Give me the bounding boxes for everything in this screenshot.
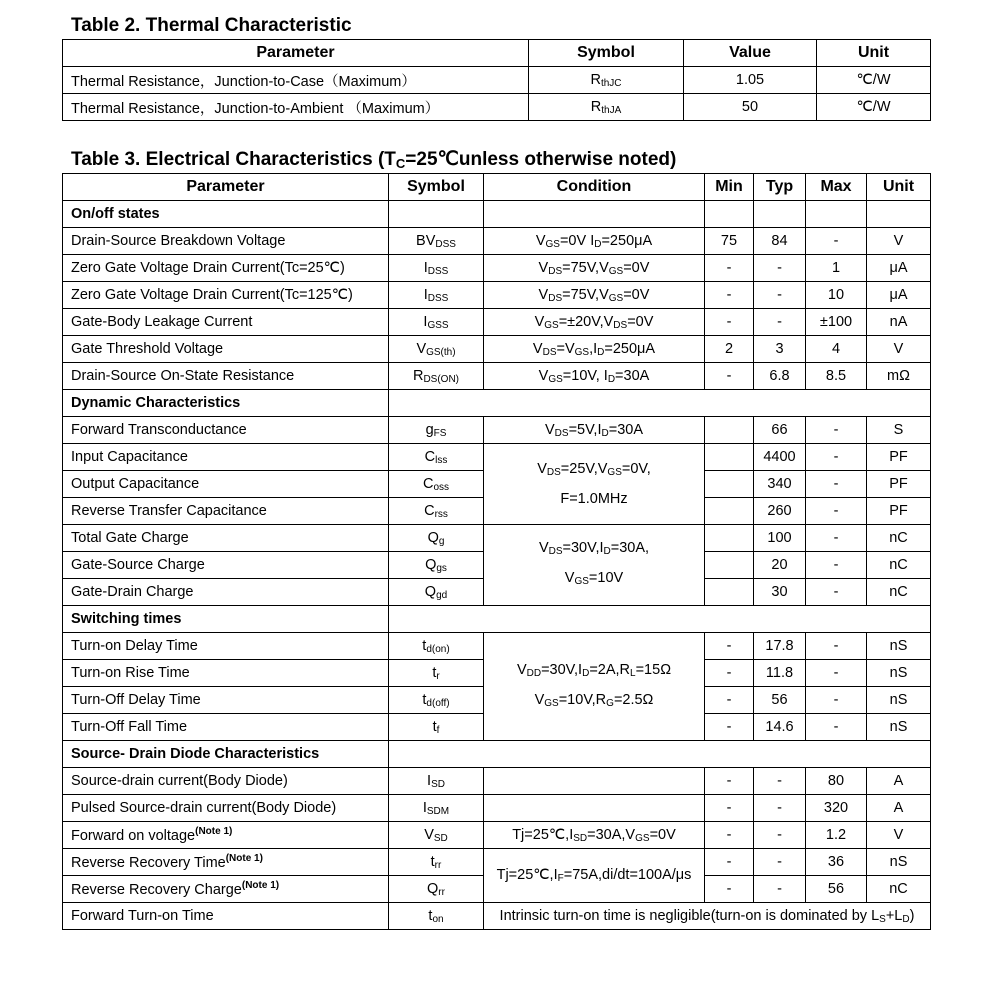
max-cell: 36 — [806, 849, 867, 876]
min-cell — [705, 417, 754, 444]
symbol-cell: $V_{GS(th)}$ — [389, 336, 484, 363]
max-cell: - — [806, 714, 867, 741]
typ-cell: - — [754, 768, 806, 795]
condition-cell: $V_{DS}=5V,I_D=30A$ — [484, 417, 705, 444]
table-header-row — [63, 40, 931, 67]
max-cell: 1.2 — [806, 822, 867, 849]
value-cell: 1.05 — [684, 67, 817, 94]
param-cell: Total Gate Charge — [63, 525, 389, 552]
param-cell: Source-drain current(Body Diode) — [63, 768, 389, 795]
unit-cell: PF — [867, 498, 931, 525]
unit-cell: S — [867, 417, 931, 444]
unit-cell: A — [867, 795, 931, 822]
electrical-table — [62, 173, 931, 930]
min-cell: 2 — [705, 336, 754, 363]
typ-cell: - — [754, 255, 806, 282]
section-row — [63, 390, 931, 417]
col-header-symbol: Symbol — [389, 174, 484, 201]
typ-cell: 30 — [754, 579, 806, 606]
max-cell: - — [806, 525, 867, 552]
symbol-cell: $Q_g$ — [389, 525, 484, 552]
typ-cell: 4400 — [754, 444, 806, 471]
unit-cell: nS — [867, 633, 931, 660]
condition-cell: $V_{DD}=30V,I_D=2A,R_L=15\Omega$ $V_{GS}=10V,R_G=2.5\Omega$ — [484, 633, 705, 741]
min-cell: - — [705, 876, 754, 903]
param-cell: Turn-Off Delay Time — [63, 687, 389, 714]
col-header-parameter: Parameter — [63, 174, 389, 201]
typ-cell: - — [754, 795, 806, 822]
unit-cell: nC — [867, 579, 931, 606]
table-row — [63, 67, 931, 94]
table-row — [63, 633, 931, 660]
section-title-dynamic: Dynamic Characteristics — [63, 390, 389, 417]
section-row — [63, 741, 931, 768]
section-title-switching: Switching times — [63, 606, 389, 633]
param-cell: Drain-Source On-State Resistance — [63, 363, 389, 390]
table-row — [63, 255, 931, 282]
condition-cell: $V_{DS}=75V,V_{GS}=0V$ — [484, 282, 705, 309]
unit-cell: nS — [867, 714, 931, 741]
min-cell: - — [705, 309, 754, 336]
col-header-parameter: Parameter — [63, 40, 529, 67]
max-cell: - — [806, 498, 867, 525]
col-header-condition: Condition — [484, 174, 705, 201]
symbol-cell: $I_{DSS}$ — [389, 282, 484, 309]
table-row — [63, 363, 931, 390]
min-cell — [705, 444, 754, 471]
symbol-cell: $I_{DSS}$ — [389, 255, 484, 282]
symbol-cell: $t_f$ — [389, 714, 484, 741]
param-cell: Turn-on Delay Time — [63, 633, 389, 660]
symbol-cell: $C_{lss}$ — [389, 444, 484, 471]
max-cell: 8.5 — [806, 363, 867, 390]
typ-cell: 11.8 — [754, 660, 806, 687]
param-cell: Reverse Recovery Time$^{(Note 1)}$ — [63, 849, 389, 876]
typ-cell: 56 — [754, 687, 806, 714]
symbol-cell: $Q_{rr}$ — [389, 876, 484, 903]
table-row — [63, 336, 931, 363]
symbol-cell: $Q_{gs}$ — [389, 552, 484, 579]
typ-cell: 100 — [754, 525, 806, 552]
param-cell: Gate-Drain Charge — [63, 579, 389, 606]
max-cell: - — [806, 579, 867, 606]
param-cell: Drain-Source Breakdown Voltage — [63, 228, 389, 255]
table-row — [63, 822, 931, 849]
col-header-unit: Unit — [817, 40, 931, 67]
section-title-onoff: On/off states — [63, 201, 389, 228]
unit-cell: ℃/W — [817, 67, 931, 94]
symbol-cell: $t_{d(on)}$ — [389, 633, 484, 660]
max-cell: 10 — [806, 282, 867, 309]
thermal-table — [62, 39, 931, 121]
symbol-cell: $Q_{gd}$ — [389, 579, 484, 606]
typ-cell: - — [754, 822, 806, 849]
col-header-min: Min — [705, 174, 754, 201]
symbol-cell: $C_{oss}$ — [389, 471, 484, 498]
section-title-diode: Source- Drain Diode Characteristics — [63, 741, 389, 768]
table-row — [63, 444, 931, 471]
max-cell: - — [806, 444, 867, 471]
table-row — [63, 94, 931, 121]
condition-cell: $V_{GS}=0V$ $I_D=250\mu A$ — [484, 228, 705, 255]
condition-cell: $V_{DS}=V_{GS},I_D=250\mu A$ — [484, 336, 705, 363]
unit-cell: nS — [867, 687, 931, 714]
condition-cell: $Tj=25℃,I_{SD}=30A,V_{GS}=0V$ — [484, 822, 705, 849]
value-cell: 50 — [684, 94, 817, 121]
typ-cell: 6.8 — [754, 363, 806, 390]
param-cell: Reverse Transfer Capacitance — [63, 498, 389, 525]
typ-cell: 17.8 — [754, 633, 806, 660]
min-cell: 75 — [705, 228, 754, 255]
unit-cell: μA — [867, 255, 931, 282]
min-cell — [705, 471, 754, 498]
col-header-unit: Unit — [867, 174, 931, 201]
unit-cell: nC — [867, 525, 931, 552]
min-cell: - — [705, 768, 754, 795]
param-cell: Pulsed Source-drain current(Body Diode) — [63, 795, 389, 822]
typ-cell: - — [754, 309, 806, 336]
min-cell — [705, 525, 754, 552]
symbol-cell: $C_{rss}$ — [389, 498, 484, 525]
table-row — [63, 795, 931, 822]
symbol-cell: $V_{SD}$ — [389, 822, 484, 849]
param-cell: Gate Threshold Voltage — [63, 336, 389, 363]
param-cell: Forward Turn-on Time — [63, 903, 389, 930]
symbol-cell: $I_{GSS}$ — [389, 309, 484, 336]
typ-cell: - — [754, 282, 806, 309]
symbol-cell: $R_{thJC}$ — [529, 67, 684, 94]
max-cell: - — [806, 633, 867, 660]
table-row — [63, 228, 931, 255]
condition-cell — [484, 795, 705, 822]
symbol-cell: $I_{SDM}$ — [389, 795, 484, 822]
typ-cell: 84 — [754, 228, 806, 255]
unit-cell: ℃/W — [817, 94, 931, 121]
min-cell: - — [705, 687, 754, 714]
param-cell: Turn-Off Fall Time — [63, 714, 389, 741]
min-cell: - — [705, 363, 754, 390]
col-header-max: Max — [806, 174, 867, 201]
param-cell: Forward Transconductance — [63, 417, 389, 444]
param-cell: Reverse Recovery Charge$^{(Note 1)}$ — [63, 876, 389, 903]
condition-cell: $V_{DS}=25V,V_{GS}=0V$, F=1.0MHz — [484, 444, 705, 525]
symbol-cell: $t_{on}$ — [389, 903, 484, 930]
param-cell: Gate-Body Leakage Current — [63, 309, 389, 336]
condition-cell: $V_{DS}=30V,I_D=30A$, $V_{GS}=10V$ — [484, 525, 705, 606]
col-header-symbol: Symbol — [529, 40, 684, 67]
unit-cell: μA — [867, 282, 931, 309]
table-row — [63, 903, 931, 930]
table2-title: Table 2. Thermal Characteristic — [71, 15, 352, 36]
col-header-typ: Typ — [754, 174, 806, 201]
max-cell: - — [806, 687, 867, 714]
typ-cell: - — [754, 849, 806, 876]
min-cell — [705, 579, 754, 606]
unit-cell: nC — [867, 876, 931, 903]
unit-cell: nA — [867, 309, 931, 336]
max-cell: - — [806, 471, 867, 498]
param-cell: Thermal Resistance，Junction-to-Case（Maximum） — [63, 67, 529, 94]
min-cell — [705, 498, 754, 525]
table-row — [63, 525, 931, 552]
table-row — [63, 282, 931, 309]
unit-cell: V — [867, 822, 931, 849]
max-cell: 80 — [806, 768, 867, 795]
symbol-cell: $t_r$ — [389, 660, 484, 687]
param-cell: Turn-on Rise Time — [63, 660, 389, 687]
condition-cell — [484, 768, 705, 795]
min-cell — [705, 552, 754, 579]
min-cell: - — [705, 849, 754, 876]
typ-cell: 20 — [754, 552, 806, 579]
max-cell: - — [806, 228, 867, 255]
min-cell: - — [705, 714, 754, 741]
condition-cell: $V_{GS}=\pm 20V,V_{DS}=0V$ — [484, 309, 705, 336]
table-header-row — [63, 174, 931, 201]
max-cell: 4 — [806, 336, 867, 363]
unit-cell: mΩ — [867, 363, 931, 390]
max-cell: ±100 — [806, 309, 867, 336]
param-cell: Input Capacitance — [63, 444, 389, 471]
table-row — [63, 417, 931, 444]
param-cell: Zero Gate Voltage Drain Current(Tc=25℃) — [63, 255, 389, 282]
condition-cell: $Tj=25℃,I_F=75A,di/dt=100A/\mu s$ — [484, 849, 705, 903]
min-cell: - — [705, 795, 754, 822]
max-cell: - — [806, 660, 867, 687]
param-cell: Forward on voltage$^{(Note 1)}$ — [63, 822, 389, 849]
typ-cell: 3 — [754, 336, 806, 363]
max-cell: - — [806, 417, 867, 444]
typ-cell: - — [754, 876, 806, 903]
param-cell: Output Capacitance — [63, 471, 389, 498]
param-cell: Gate-Source Charge — [63, 552, 389, 579]
condition-cell: $V_{DS}=75V,V_{GS}=0V$ — [484, 255, 705, 282]
max-cell: - — [806, 552, 867, 579]
typ-cell: 66 — [754, 417, 806, 444]
param-cell: Thermal Resistance，Junction-to-Ambient （Maximum） — [63, 94, 529, 121]
typ-cell: 260 — [754, 498, 806, 525]
min-cell: - — [705, 282, 754, 309]
max-cell: 320 — [806, 795, 867, 822]
min-cell: - — [705, 633, 754, 660]
section-row — [63, 201, 931, 228]
condition-cell: $V_{GS}=10V$, $I_D=30A$ — [484, 363, 705, 390]
table-row — [63, 849, 931, 876]
unit-cell: A — [867, 768, 931, 795]
unit-cell: nS — [867, 660, 931, 687]
max-cell: 56 — [806, 876, 867, 903]
table3-title: Table 3. Electrical Characteristics ($T_C=25℃unless$ otherwise noted) — [71, 149, 677, 171]
symbol-cell: $g_{FS}$ — [389, 417, 484, 444]
typ-cell: 14.6 — [754, 714, 806, 741]
max-cell: 1 — [806, 255, 867, 282]
col-header-value: Value — [684, 40, 817, 67]
symbol-cell: $t_{d(off)}$ — [389, 687, 484, 714]
symbol-cell: $R_{DS(ON)}$ — [389, 363, 484, 390]
typ-cell: 340 — [754, 471, 806, 498]
symbol-cell: $I_{SD}$ — [389, 768, 484, 795]
unit-cell: PF — [867, 471, 931, 498]
unit-cell: V — [867, 336, 931, 363]
symbol-cell: $BV_{DSS}$ — [389, 228, 484, 255]
table-row — [63, 309, 931, 336]
unit-cell: PF — [867, 444, 931, 471]
unit-cell: nS — [867, 849, 931, 876]
min-cell: - — [705, 822, 754, 849]
param-cell: Zero Gate Voltage Drain Current(Tc=125℃) — [63, 282, 389, 309]
symbol-cell: $R_{thJA}$ — [529, 94, 684, 121]
symbol-cell: $t_{rr}$ — [389, 849, 484, 876]
section-row — [63, 606, 931, 633]
condition-cell: Intrinsic turn-on time is negligible(turn-on is dominated by $L_S+L_D$) — [484, 903, 931, 930]
min-cell: - — [705, 255, 754, 282]
unit-cell: nC — [867, 552, 931, 579]
unit-cell: V — [867, 228, 931, 255]
min-cell: - — [705, 660, 754, 687]
table-row — [63, 768, 931, 795]
